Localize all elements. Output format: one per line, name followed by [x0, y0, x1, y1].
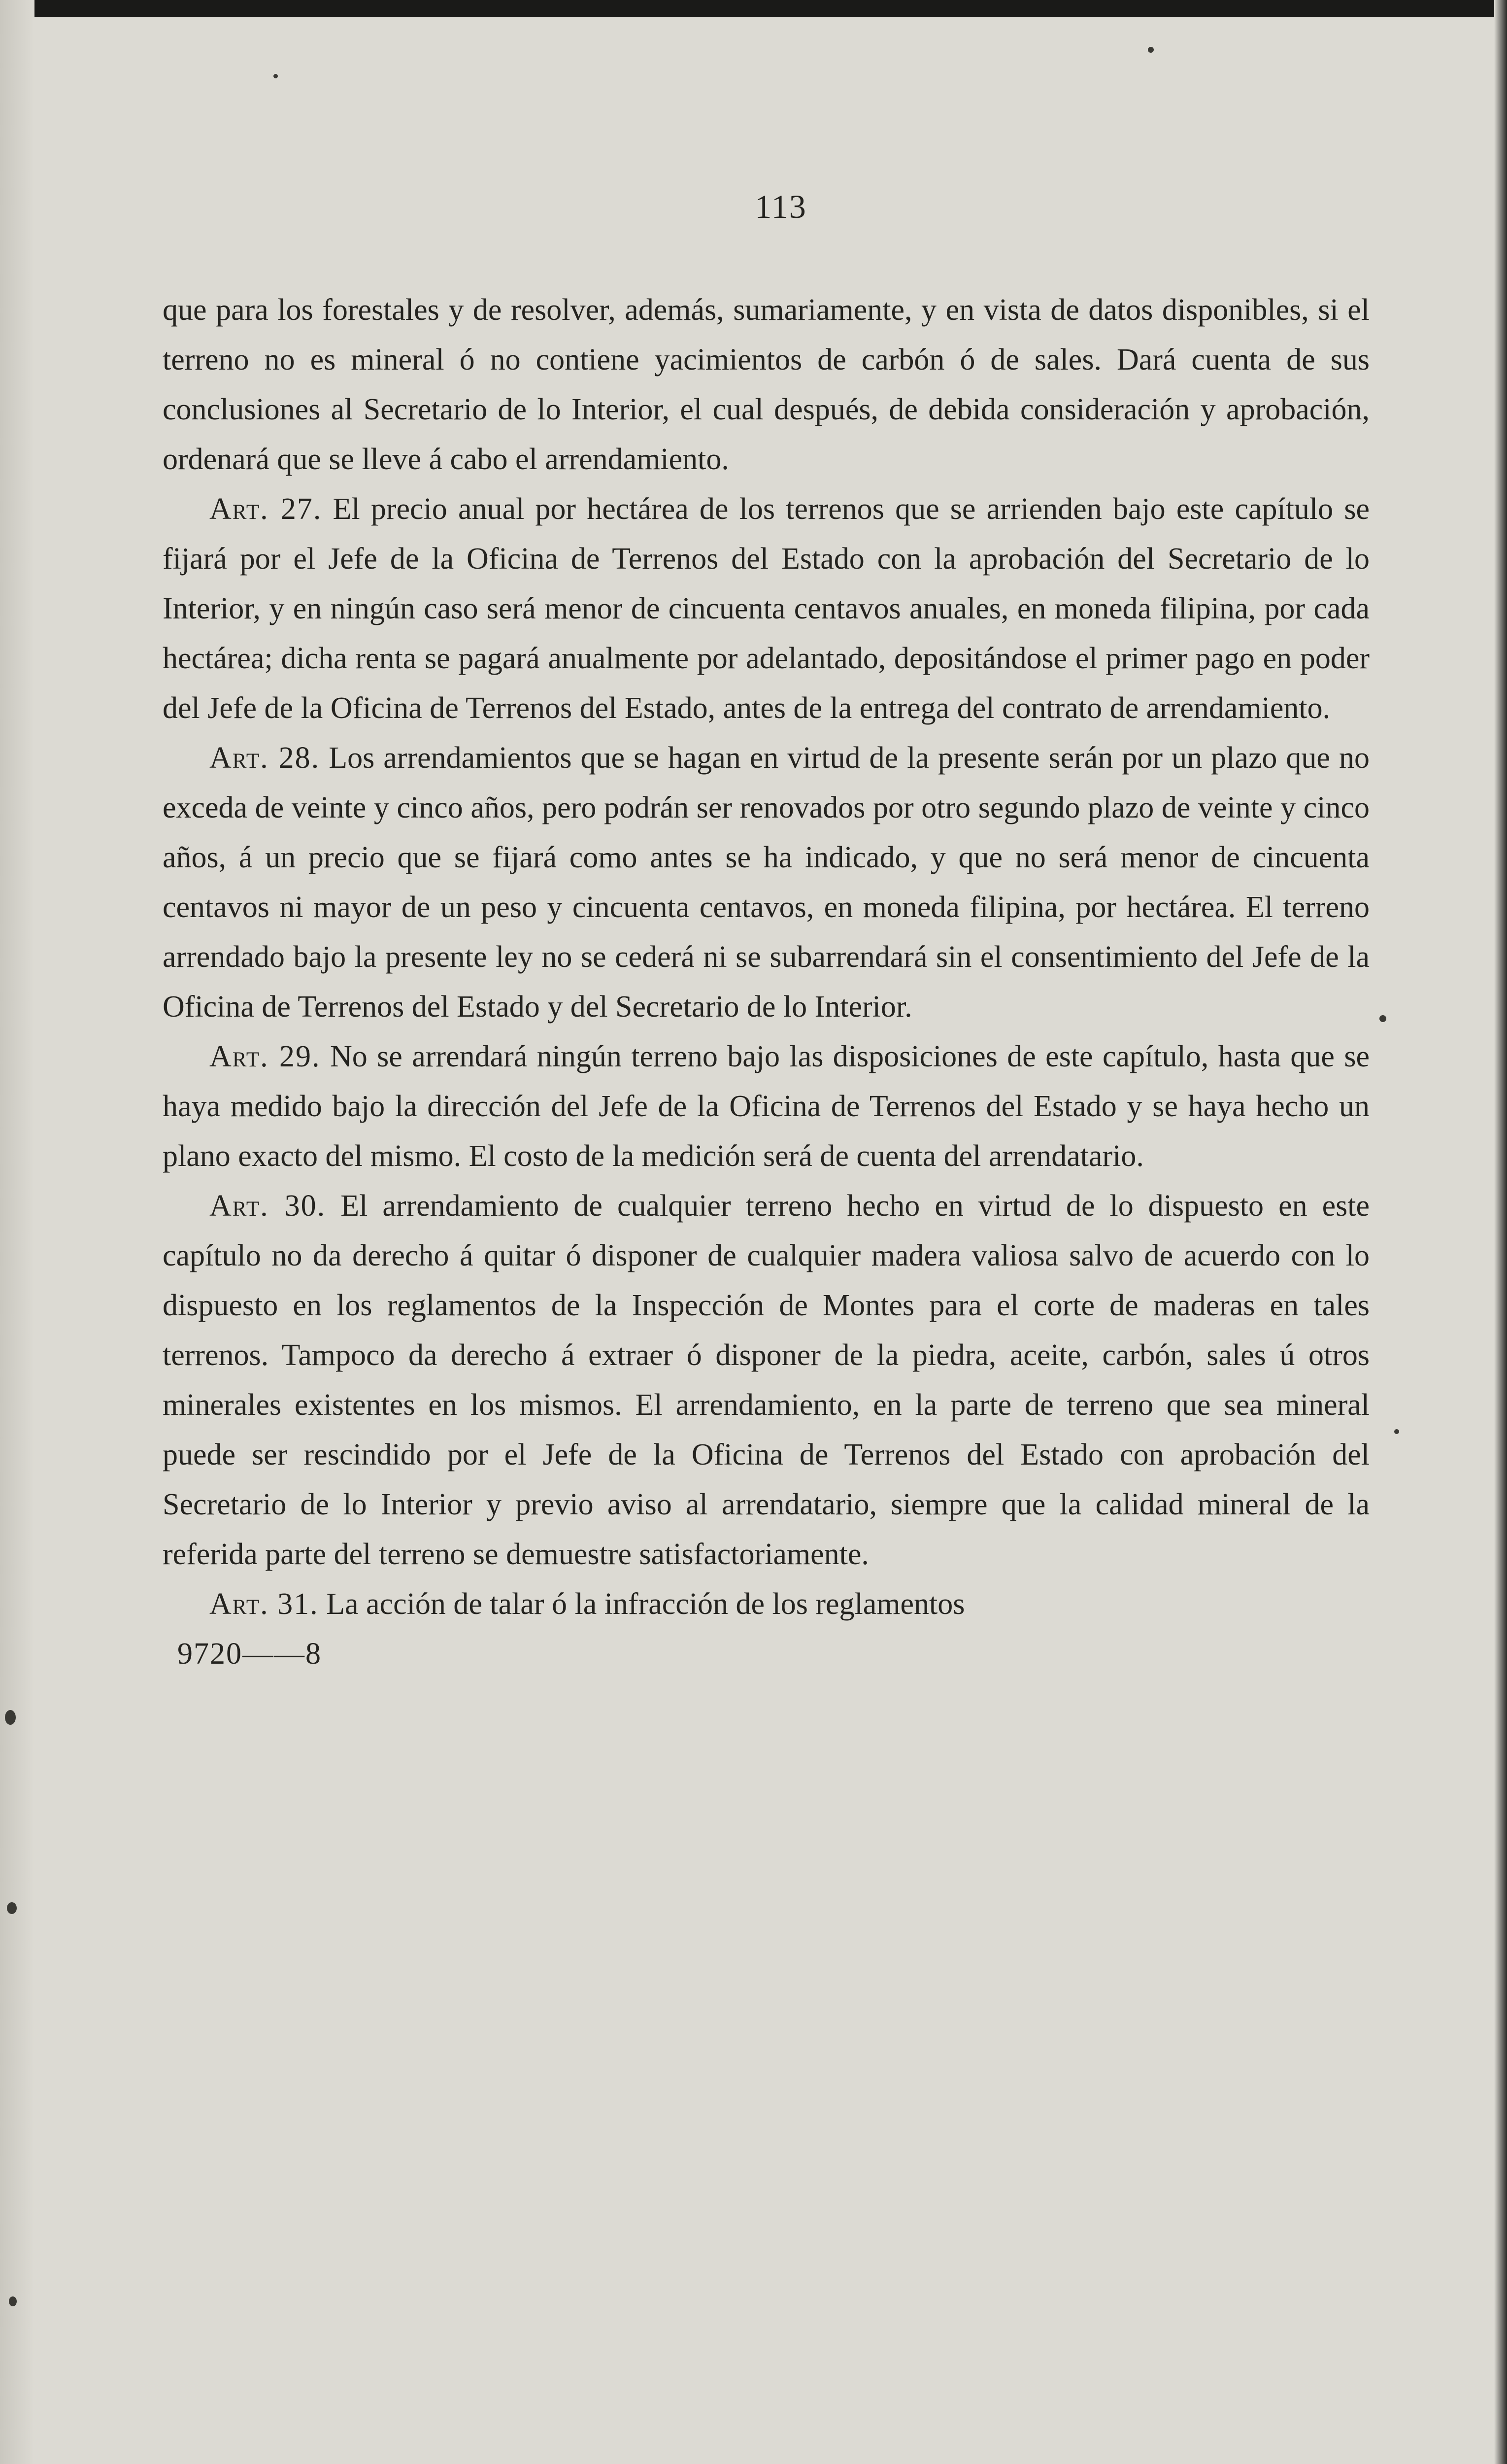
printer-signature-mark: 9720——8: [177, 1637, 322, 1671]
scan-speck: [273, 74, 278, 78]
article-29: [163, 1032, 1370, 1181]
article-text: Los arrendamientos que se hagan en virtud de la presente serán por un plazo que no exceda de veinte y cinco años, pero podrán ser renovados por otro segundo plazo de veinte y cinco años, á un precio que se fijará como antes se ha indicado, y que no será menor de cincuenta centavos ni mayor de un peso y cincuenta centavos, en moneda filipina, por hectárea. El terreno arrendado bajo la presente ley no se cederá ni se subarrendará sin el consentimiento del Jefe de la Oficina de Terrenos del Estado y del Secretario de lo Interior.: [163, 741, 1370, 1024]
article-28: [163, 733, 1370, 1032]
book-page: [163, 187, 1370, 1679]
scan-speck: [1148, 47, 1154, 53]
scan-speck: [1394, 1429, 1399, 1434]
article-label: Art. 29.: [209, 1040, 321, 1073]
article-text: No se arrendará ningún terreno bajo las disposiciones de este capítulo, hasta que se haya medido bajo la dirección del Jefe de la Oficina de Terrenos del Estado y se haya hecho un plano exacto del mismo. El costo de la medición será de cuenta del arrendatario.: [163, 1040, 1370, 1173]
scan-right-edge: [1494, 0, 1507, 2464]
article-label: Art. 30.: [209, 1189, 326, 1223]
article-31: [163, 1579, 1370, 1629]
paragraph-text: que para los forestales y de resolver, además, sumariamente, y en vista de datos disponibles, si el terreno no es mineral ó no contiene yacimientos de carbón ó de sales. Dará cuenta de sus conclusiones al Secretario de lo Interior, el cual después, de debida consideración y aprobación, ordenará que se lleve á cabo el arrendamiento.: [163, 293, 1370, 476]
scan-speck: [9, 2296, 17, 2306]
article-text: El arrendamiento de cualquier terreno hecho en virtud de lo dispuesto en este capítulo no da derecho á quitar ó disponer de cualquier madera valiosa salvo de acuerdo con lo dispuesto en los reglamentos de la Inspección de Montes para el corte de maderas en tales terrenos. Tampoco da derecho á extraer ó disponer de la piedra, aceite, carbón, sales ú otros minerales existentes en los mismos. El arrendamiento, en la parte de terreno que sea mineral puede ser rescindido por el Jefe de la Oficina de Terrenos del Estado con aprobación del Secretario de lo Interior y previo aviso al arrendatario, siempre que la calidad mineral de la referida parte del terreno se demuestre satisfactoriamente.: [163, 1189, 1370, 1571]
article-text: La acción de talar ó la infracción de los reglamentos: [326, 1587, 965, 1621]
scan-speck: [1379, 1015, 1386, 1022]
paragraph-continuation: [163, 285, 1370, 484]
article-27: [163, 484, 1370, 733]
article-label: Art. 27.: [209, 492, 322, 526]
article-label: Art. 31.: [209, 1587, 319, 1621]
article-label: Art. 28.: [209, 741, 320, 775]
article-text: El precio anual por hectárea de los terrenos que se arrienden bajo este capítulo se fijará por el Jefe de la Oficina de Terrenos del Estado con la aprobación del Secretario de lo Interior, y en ningún caso será menor de cincuenta centavos anuales, en moneda filipina, por cada hectárea; dicha renta se pagará anualmente por adelantado, depositándose el primer pago en poder del Jefe de la Oficina de Terrenos del Estado, antes de la entrega del contrato de arrendamiento.: [163, 492, 1370, 725]
article-30: [163, 1181, 1370, 1579]
scan-top-edge: [0, 0, 1507, 17]
page-number: 113: [755, 188, 807, 225]
scan-speck: [7, 1902, 17, 1914]
scan-speck: [5, 1710, 16, 1725]
scan-left-shade: [0, 0, 34, 2464]
